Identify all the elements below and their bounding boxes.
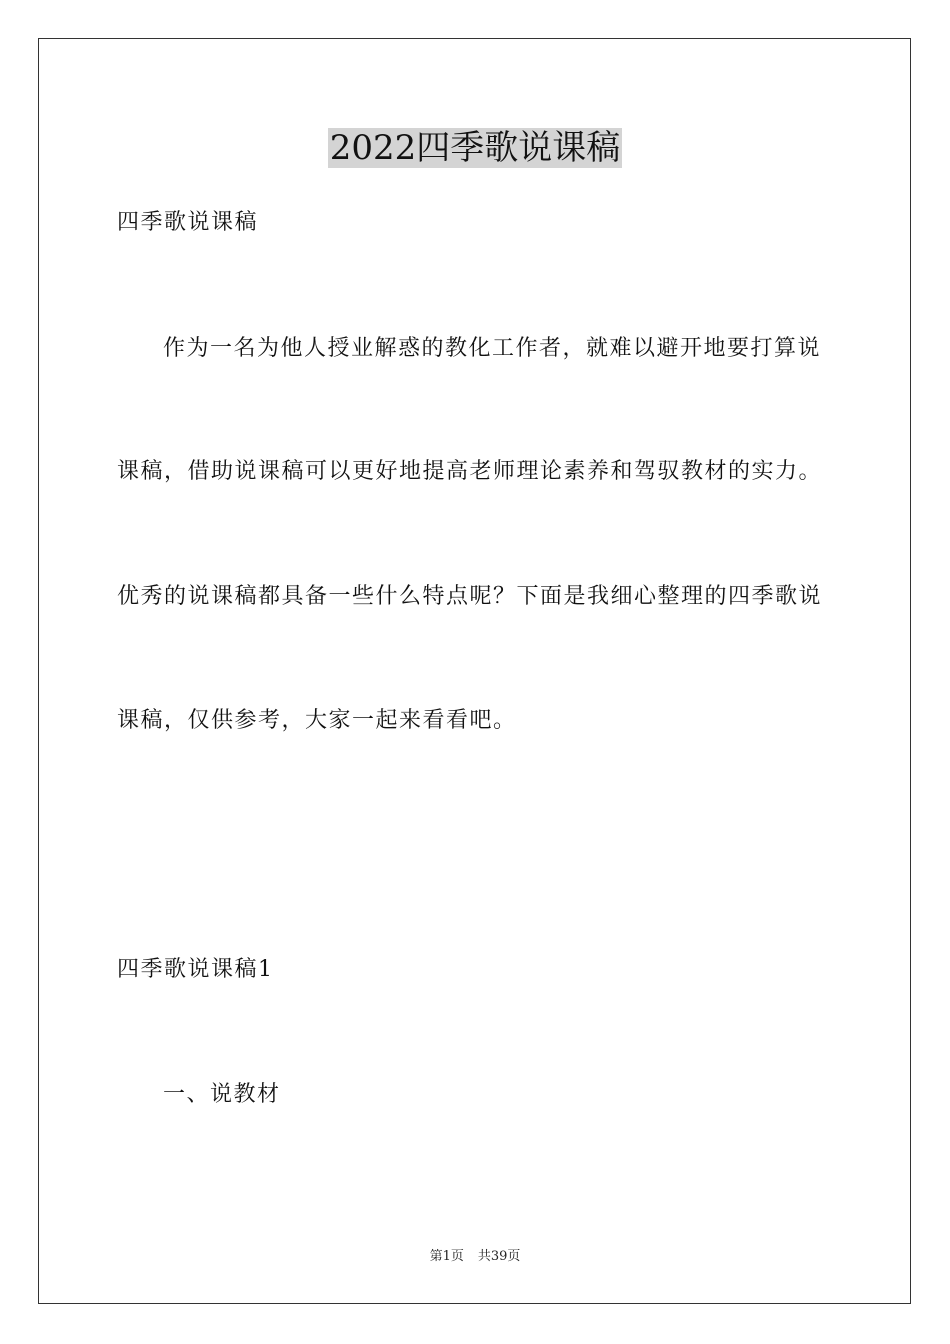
page-number-total: 共39页 xyxy=(477,1249,521,1264)
page-footer xyxy=(0,1248,950,1266)
document-title xyxy=(0,128,950,168)
intro-line-3: 优秀的说课稿都具备一些什么特点呢？下面是我细心整理的四季歌说 xyxy=(117,584,823,609)
intro-line-4: 课稿，仅供参考，大家一起来看看吧。 xyxy=(117,708,517,733)
document-title-text: 2022四季歌说课稿 xyxy=(329,128,621,168)
section-heading: 四季歌说课稿1 xyxy=(117,957,274,982)
document-subtitle: 四季歌说课稿 xyxy=(117,210,259,235)
subsection-heading: 一、说教材 xyxy=(163,1082,281,1107)
page-number-current: 第1页 xyxy=(429,1249,464,1264)
intro-line-2: 课稿，借助说课稿可以更好地提高老师理论素养和驾驭教材的实力。 xyxy=(117,459,823,484)
intro-line-1: 作为一名为他人授业解惑的教化工作者，就难以避开地要打算说 xyxy=(163,336,822,361)
